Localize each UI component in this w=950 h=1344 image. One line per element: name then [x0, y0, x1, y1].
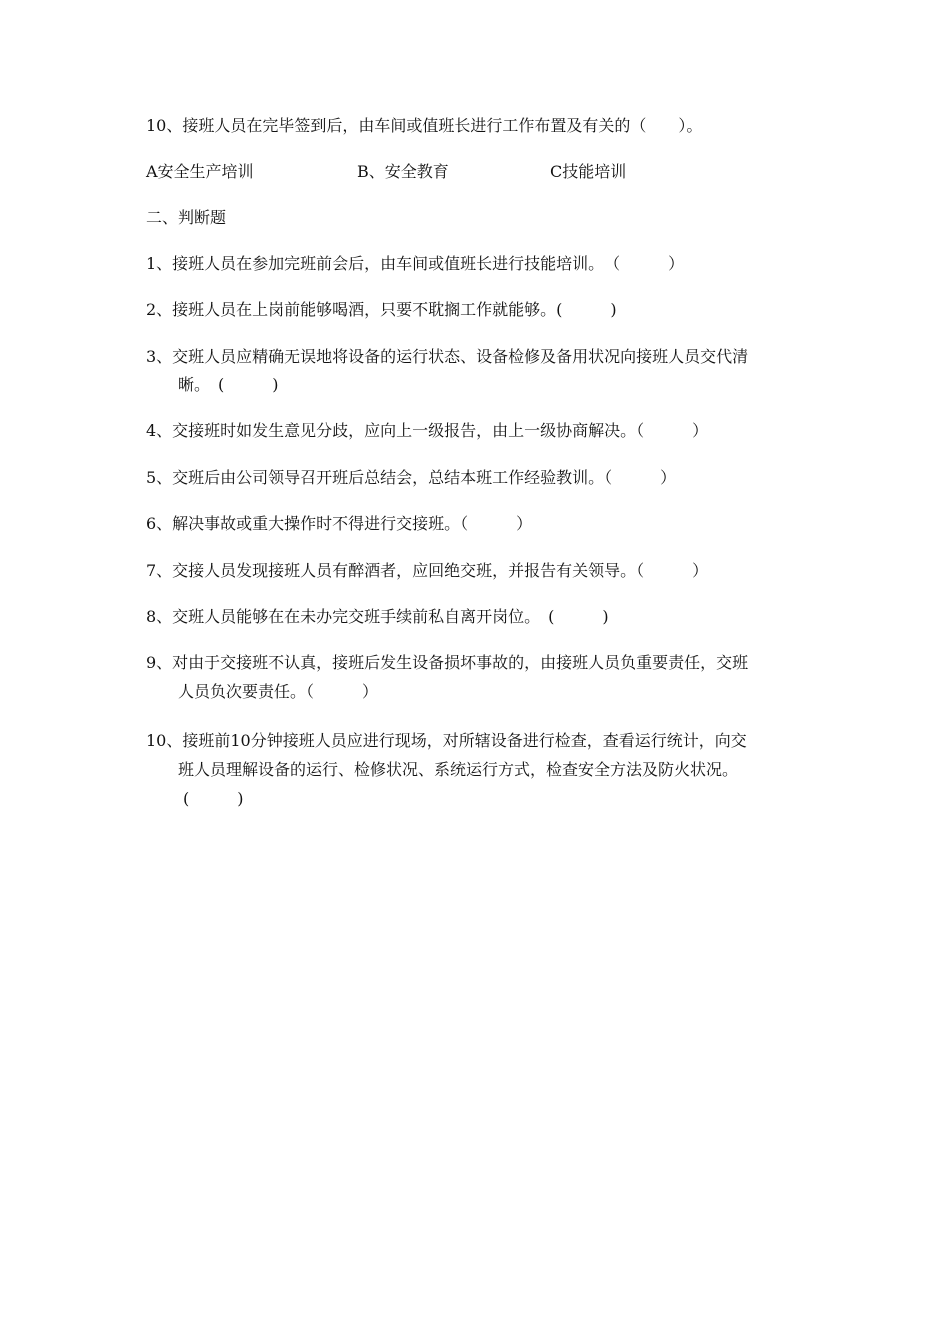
judgement-item-4: 4、交接班时如发生意见分歧，应向上一级报告，由上一级协商解决。（ ） [146, 421, 709, 440]
judgement-item-5: 5、交班后由公司领导召开班后总结会，总结本班工作经验教训。（ ） [146, 468, 677, 487]
question-10-text: 10、接班人员在完毕签到后，由车间或值班长进行工作布置及有关的（ ）。 [146, 116, 703, 135]
question-10-option-b: B、安全教育 [357, 162, 449, 181]
section-title: 二、判断题 [146, 208, 227, 227]
judgement-item-10-line-3: ( ) [183, 789, 244, 808]
judgement-item-9-line-1: 9、对由于交接班不认真，接班后发生设备损坏事故的，由接班人员负重要责任，交班 [146, 653, 749, 672]
judgement-item-3-line-2: 晰。 ( ) [178, 375, 279, 394]
judgement-item-3-line-1: 3、交班人员应精确无误地将设备的运行状态、设备检修及备用状况向接班人员交代清 [146, 347, 749, 366]
judgement-item-10-line-2: 班人员理解设备的运行、检修状况、系统运行方式，检查安全方法及防火状况。 [178, 760, 739, 779]
judgement-item-10-line-1: 10、接班前10分钟接班人员应进行现场，对所辖设备进行检查，查看运行统计，向交 [146, 731, 747, 750]
question-10-option-a: A安全生产培训 [146, 162, 254, 181]
judgement-item-8: 8、交班人员能够在在未办完交班手续前私自离开岗位。 ( ) [146, 607, 609, 626]
judgement-item-9-line-2: 人员负次要责任。（ ） [178, 682, 379, 701]
judgement-item-6: 6、解决事故或重大操作时不得进行交接班。（ ） [146, 514, 533, 533]
judgement-item-1: 1、接班人员在参加完班前会后，由车间或值班长进行技能培训。 （ ） [146, 254, 685, 273]
judgement-item-2: 2、接班人员在上岗前能够喝酒，只要不耽搁工作就能够。( ) [146, 300, 617, 319]
question-10-option-c: C技能培训 [550, 162, 627, 181]
judgement-item-7: 7、交接人员发现接班人员有醉酒者，应回绝交班，并报告有关领导。（ ） [146, 561, 709, 580]
